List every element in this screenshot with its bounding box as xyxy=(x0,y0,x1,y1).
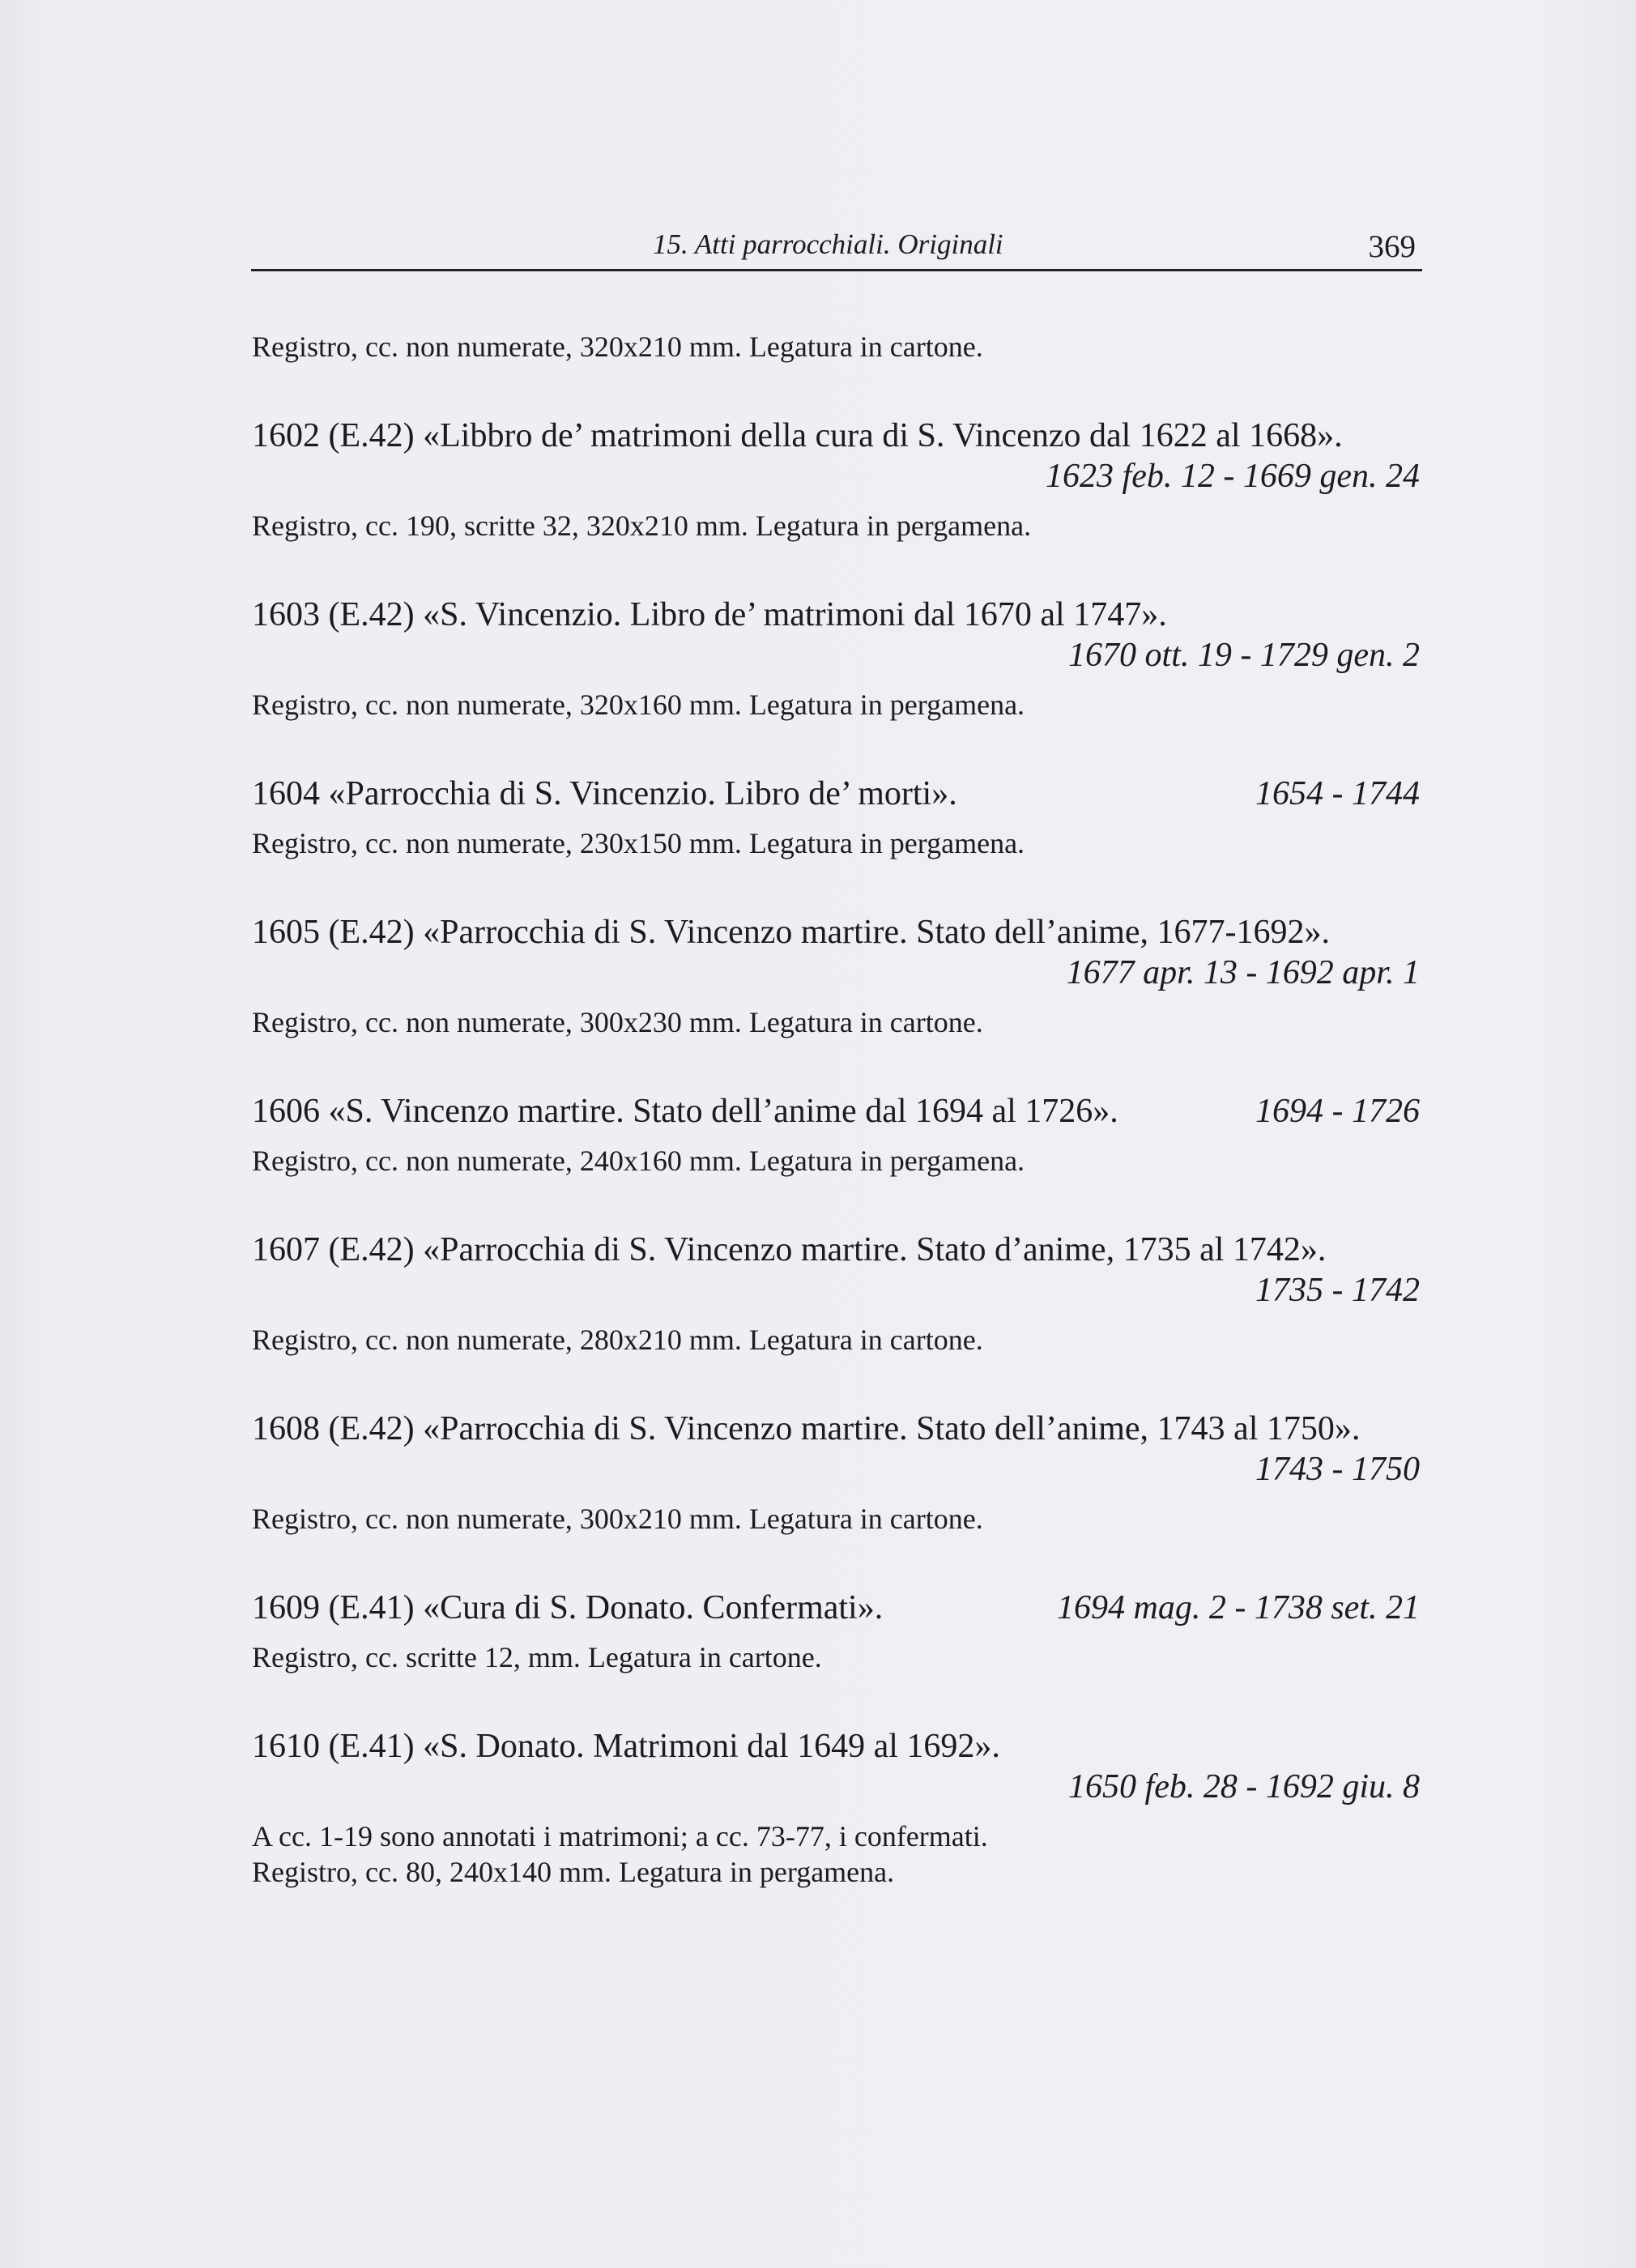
entry-description: Registro, cc. non numerate, 240x160 mm. Legatura in pergamena. xyxy=(252,1145,1025,1177)
entry-1609 xyxy=(252,1588,1420,1675)
entry-continuation xyxy=(252,329,1420,364)
entry-heading: 1606 «S. Vincenzo martire. Stato dell’anime dal 1694 al 1726». xyxy=(252,1093,1118,1130)
entries-list xyxy=(252,329,1420,1941)
entry-heading-row xyxy=(252,1588,1420,1628)
entry-1610 xyxy=(252,1726,1420,1890)
entry-heading: 1610 (E.41) «S. Donato. Matrimoni dal 1649 al 1692». xyxy=(252,1728,1000,1765)
entry-description: Registro, cc. 80, 240x140 mm. Legatura in pergamena. xyxy=(252,1856,895,1888)
entry-dates: 1743 - 1750 xyxy=(1255,1451,1420,1488)
entry-description: Registro, cc. scritte 12, mm. Legatura in cartone. xyxy=(252,1641,822,1673)
entry-dates: 1670 ott. 19 - 1729 gen. 2 xyxy=(1068,637,1420,674)
entry-1604 xyxy=(252,774,1420,861)
entry-description: Registro, cc. non numerate, 320x210 mm. Legatura in cartone. xyxy=(252,330,983,363)
entry-1602 xyxy=(252,416,1420,544)
entry-description: Registro, cc. non numerate, 230x150 mm. Legatura in pergamena. xyxy=(252,827,1025,859)
entry-heading: 1609 (E.41) «Cura di S. Donato. Confermati». xyxy=(252,1589,884,1626)
entry-1603 xyxy=(252,595,1420,723)
header-title: 15. Atti parrocchiali. Originali xyxy=(653,228,1003,260)
entry-heading: 1602 (E.42) «Libbro de’ matrimoni della cura di S. Vincenzo dal 1622 al 1668». xyxy=(252,417,1343,454)
running-header xyxy=(251,228,1422,271)
entry-dates: 1694 - 1726 xyxy=(1255,1093,1420,1130)
entry-heading: 1608 (E.42) «Parrocchia di S. Vincenzo martire. Stato dell’anime, 1743 al 1750». xyxy=(252,1410,1361,1447)
entry-note: A cc. 1-19 sono annotati i matrimoni; a cc. 73-77, i confermati. xyxy=(252,1820,988,1852)
entry-heading: 1605 (E.42) «Parrocchia di S. Vincenzo martire. Stato dell’anime, 1677-1692». xyxy=(252,914,1331,951)
entry-1607 xyxy=(252,1230,1420,1358)
entry-description: Registro, cc. non numerate, 300x230 mm. Legatura in cartone. xyxy=(252,1006,983,1038)
entry-1605 xyxy=(252,912,1420,1040)
entry-dates: 1677 apr. 13 - 1692 apr. 1 xyxy=(1066,954,1420,991)
entry-heading-row xyxy=(252,1091,1420,1132)
entry-heading: 1604 «Parrocchia di S. Vincenzio. Libro de’ morti». xyxy=(252,775,957,812)
entry-dates: 1654 - 1744 xyxy=(1255,775,1420,812)
entry-heading: 1603 (E.42) «S. Vincenzio. Libro de’ matrimoni dal 1670 al 1747». xyxy=(252,596,1167,633)
entry-description: Registro, cc. non numerate, 320x160 mm. Legatura in pergamena. xyxy=(252,688,1025,721)
entry-dates: 1650 feb. 28 - 1692 giu. 8 xyxy=(1068,1768,1420,1805)
entry-dates: 1623 feb. 12 - 1669 gen. 24 xyxy=(1046,458,1420,495)
entry-heading: 1607 (E.42) «Parrocchia di S. Vincenzo martire. Stato d’anime, 1735 al 1742». xyxy=(252,1231,1327,1268)
entry-1606 xyxy=(252,1091,1420,1179)
entry-description: Registro, cc. 190, scritte 32, 320x210 mm. Legatura in pergamena. xyxy=(252,509,1032,542)
entry-1608 xyxy=(252,1409,1420,1537)
page-number: 369 xyxy=(1368,229,1416,264)
entry-dates: 1735 - 1742 xyxy=(1255,1272,1420,1309)
entry-description: Registro, cc. non numerate, 280x210 mm. Legatura in cartone. xyxy=(252,1324,983,1356)
entry-dates: 1694 mag. 2 - 1738 set. 21 xyxy=(1057,1589,1420,1626)
entry-description: Registro, cc. non numerate, 300x210 mm. Legatura in cartone. xyxy=(252,1503,983,1535)
entry-heading-row xyxy=(252,774,1420,814)
